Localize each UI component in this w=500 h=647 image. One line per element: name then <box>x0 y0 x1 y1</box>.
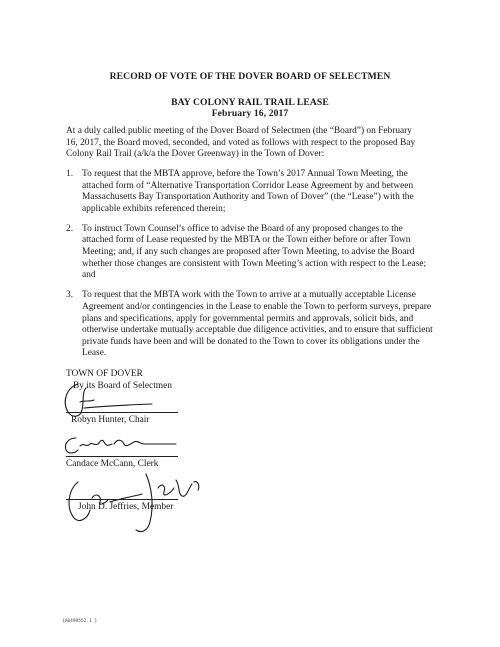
document-date: February 16, 2017 <box>211 108 289 119</box>
document-title: RECORD OF VOTE OF THE DOVER BOARD OF SELECTMEN <box>109 71 391 82</box>
intro-paragraph: At a duly called public meeting of the Dover Board of Selectmen (the “Board”) on February 16, 2017, the Board moved, seconded, and voted as follows with respect to the proposed Bay Colony Rail Trail (a/k/a the Dover Greenway) in the Town of Dover: <box>66 126 416 160</box>
signer-3-name: John D. Jeffries, Member <box>78 502 174 512</box>
resolution-list <box>66 169 434 368</box>
item-number: 2. <box>66 223 74 234</box>
item-text: To request that the MBTA approve, before the Town’s 2017 Annual Town Meeting, the attached form of “Alternative Transportation Corridor Lease Agreement by and between Massachusetts Bay Transportation Authority and Town of Dover” (the “Lease”) with the applicable exhibits referenced therein; <box>82 169 414 214</box>
resolution-item-2 <box>66 224 434 282</box>
item-text: To instruct Town Counsel’s office to advise the Board of any proposed changes to the attached form of Lease requested by the MBTA or the Town either before or after Town Meeting; and, if any such changes are proposed after Town Meeting, to advise the Board whether those changes are consistent with Town Meeting’s action with respect to the Lease; and <box>82 223 427 281</box>
item-number: 3. <box>66 290 74 301</box>
resolution-item-1 <box>66 169 434 215</box>
signature-by-line: By its Board of Selectmen <box>73 381 172 391</box>
document-footer-code: {A0499552.1 } <box>62 619 98 624</box>
signature-line-3 <box>66 499 178 500</box>
signer-1-name: Robyn Hunter, Chair <box>71 415 150 425</box>
item-text: To request that the MBTA work with the Town to arrive at a mutually acceptable License Agreement and/or contingencies in the Lease to enable the Town to perform surveys, prepare plans and specifications, apply for governmental permits and approvals, solicit bids, and otherwise undertake mutually acceptable due diligence activities, and to ensure that sufficient private funds have been and will be donated to the Town to cover its obligations under the Lease. <box>82 290 433 359</box>
resolution-item-3 <box>66 290 434 360</box>
document-subtitle: BAY COLONY RAIL TRAIL LEASE <box>171 97 329 108</box>
signature-entity: TOWN OF DOVER <box>66 369 143 379</box>
signer-2-name: Candace McCann, Clerk <box>66 459 159 469</box>
signature-line-2 <box>66 456 178 457</box>
item-number: 1. <box>66 169 74 179</box>
signature-candace-mccann <box>62 432 182 458</box>
signature-line-1 <box>66 412 178 413</box>
